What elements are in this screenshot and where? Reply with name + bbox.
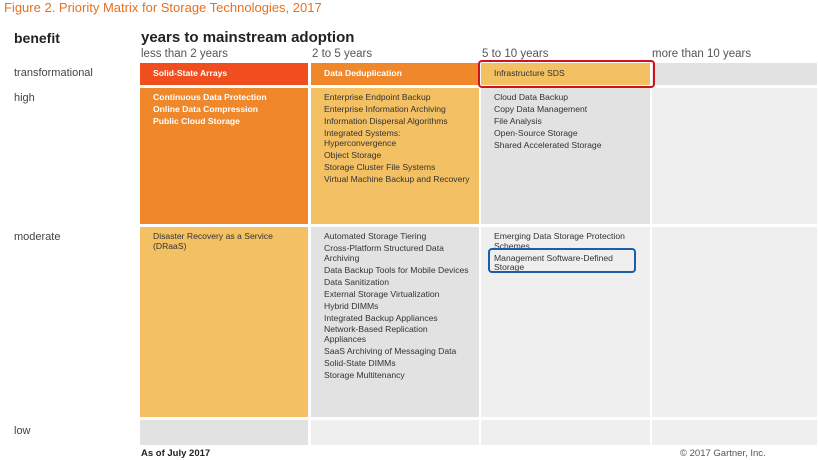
technology-item: External Storage Virtualization: [324, 288, 440, 299]
cell-moderate-less-than-2-years: [140, 227, 308, 417]
column-header-5-to-10: 5 to 10 years: [482, 48, 549, 60]
technology-item: Emerging Data Storage Protection Schemes: [494, 231, 625, 251]
technology-item: Virtual Machine Backup and Recovery: [324, 173, 470, 184]
cell-low-less-than-2-years: [140, 420, 308, 445]
technology-item: Storage Multitenancy: [324, 370, 405, 381]
row-label-moderate: moderate: [14, 231, 61, 243]
highlight-red-box: [478, 60, 655, 88]
column-header-less-than-2: less than 2 years: [141, 48, 228, 60]
technology-item: Shared Accelerated Storage: [494, 139, 602, 150]
years-axis-title: years to mainstream adoption: [141, 29, 355, 46]
technology-item: Information Dispersal Algorithms: [324, 115, 448, 126]
footer-copyright: © 2017 Gartner, Inc.: [680, 448, 766, 459]
technology-item: Data Sanitization: [324, 276, 389, 287]
technology-item: Infrastructure SDS: [494, 68, 565, 78]
highlight-blue-box: [488, 248, 636, 273]
cell-high-less-than-2-years: [140, 88, 308, 224]
technology-item: Storage Cluster File Systems: [324, 161, 436, 172]
cell-low-5-to-10-years: [481, 420, 650, 445]
technology-item: Object Storage: [324, 149, 382, 160]
technology-item: Automated Storage Tiering: [324, 231, 427, 241]
cell-transformational-2-to-5-years: [311, 63, 479, 85]
technology-item: Public Cloud Storage: [153, 115, 240, 126]
row-label-low: low: [14, 425, 31, 437]
figure-title: Figure 2. Priority Matrix for Storage Technologies, 2017: [4, 0, 322, 15]
technology-item: Continuous Data Protection: [153, 92, 267, 102]
column-header-more-than-10: more than 10 years: [652, 48, 752, 60]
technology-item: Solid-State DIMMs: [324, 358, 396, 369]
benefit-axis-title: benefit: [14, 30, 60, 46]
cell-high-5-to-10-years: [481, 88, 650, 224]
technology-item: Integrated Systems: Hyperconvergence: [324, 127, 401, 148]
technology-item: Solid-State Arrays: [153, 68, 228, 78]
technology-item: File Analysis: [494, 115, 542, 126]
cell-moderate-more-than-10-years: [652, 227, 817, 417]
technology-item: SaaS Archiving of Messaging Data: [324, 346, 457, 357]
technology-item: Cloud Data Backup: [494, 92, 569, 102]
technology-item: Management Software-Defined Storage: [494, 252, 613, 273]
cell-low-2-to-5-years: [311, 420, 479, 445]
technology-item: Open-Source Storage: [494, 127, 578, 138]
footer-date: As of July 2017: [141, 448, 211, 459]
column-header-2-to-5: 2 to 5 years: [312, 48, 373, 60]
technology-item: Online Data Compression: [153, 103, 259, 114]
technology-item: Data Backup Tools for Mobile Devices: [324, 264, 469, 275]
technology-item: Enterprise Information Archiving: [324, 103, 446, 114]
technology-item: Integrated Backup Appliances: [324, 312, 438, 323]
technology-item: Cross-Platform Structured Data Archiving: [324, 242, 444, 263]
cell-transformational-more-than-10-years: [652, 63, 817, 85]
technology-item: Network-Based Replication Appliances: [324, 324, 428, 345]
cell-transformational-less-than-2-years: [140, 63, 308, 85]
row-label-high: high: [14, 92, 35, 104]
cell-low-more-than-10-years: [652, 420, 817, 445]
technology-item: Data Deduplication: [324, 68, 402, 78]
technology-item: Enterprise Endpoint Backup: [324, 92, 431, 102]
cell-high-2-to-5-years: [311, 88, 479, 224]
cell-moderate-2-to-5-years: [311, 227, 479, 417]
technology-item: Disaster Recovery as a Service (DRaaS): [153, 231, 273, 251]
technology-item: Hybrid DIMMs: [324, 300, 379, 311]
row-label-transformational: transformational: [14, 67, 93, 79]
technology-item: Copy Data Management: [494, 103, 588, 114]
cell-high-more-than-10-years: [652, 88, 817, 224]
